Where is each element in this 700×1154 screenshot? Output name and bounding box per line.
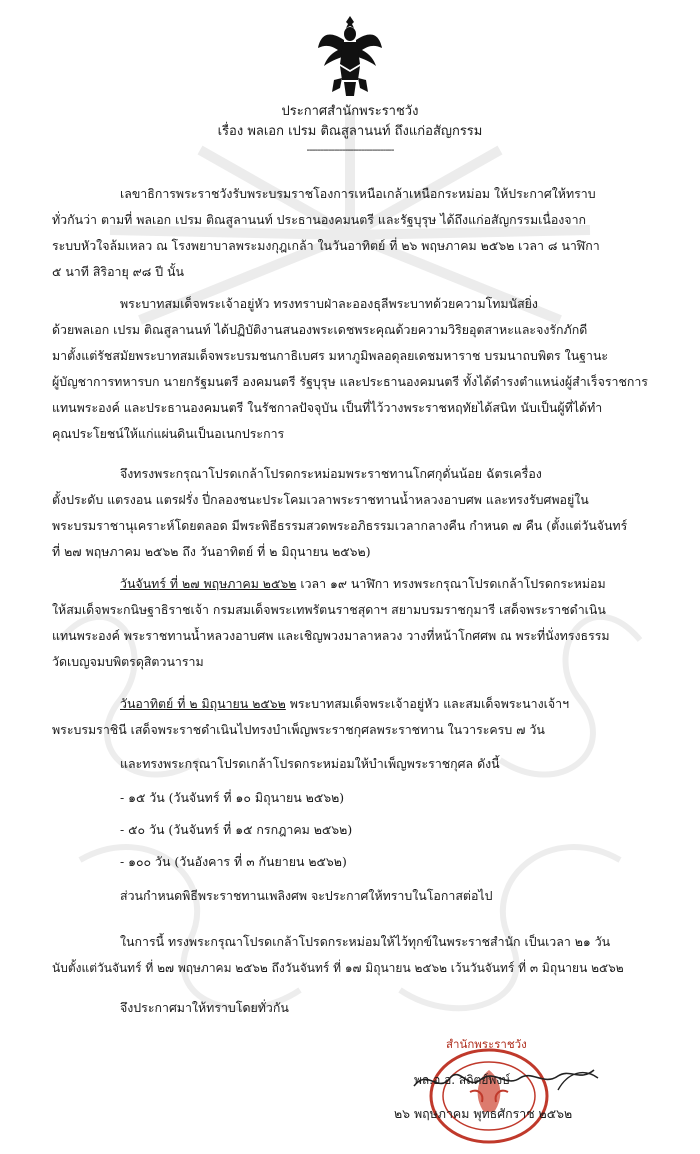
agency-title: ประกาศสำนักพระราชวัง xyxy=(281,104,419,119)
body-line-text: พระบาทสมเด็จพระเจ้าอยู่หัว และสมเด็จพระนางเจ้าฯ xyxy=(285,696,570,711)
body-line: นับตั้งแต่วันจันทร์ ที่ ๒๗ พฤษภาคม ๒๕๖๒ ถึงวันจันทร์ ที่ ๑๗ มิถุนายน ๒๕๖๒ เว้นวันจันทร์ ที่ ๓ มิถุนายน ๒๕๖๒ xyxy=(52,961,624,975)
divider: -------------------------------- xyxy=(306,143,394,156)
body-line: และทรงพระกรุณาโปรดเกล้าโปรดกระหม่อมให้บำเพ็ญพระราชกุศล ดังนี้ xyxy=(120,756,500,771)
body-line: ตั้งประดับ แตรงอน แตรฝรั่ง ปี่กลองชนะประโคมเวลาพระราชทานน้ำหลวงอาบศพ และทรงรับศพอยู่ใน xyxy=(52,492,589,507)
body-line: ในการนี้ ทรงพระกรุณาโปรดเกล้าโปรดกระหม่อมให้ไว้ทุกข์ในพระราชสำนัก เป็นเวลา ๒๑ วัน xyxy=(120,934,611,949)
subject-line: เรื่อง พลเอก เปรม ติณสูลานนท์ ถึงแก่อสัญกรรม xyxy=(217,124,483,139)
closing-line: จึงประกาศมาให้ทราบโดยทั่วกัน xyxy=(120,1000,289,1015)
body-line: ด้วยพลเอก เปรม ติณสูลานนท์ ได้ปฏิบัติงานสนองพระเดชพระคุณด้วยความวิริยอุตสาหะและจงรักภักดี xyxy=(52,322,588,337)
body-line: วัดเบญจมบพิตรดุสิตวนาราม xyxy=(52,654,204,669)
issue-date: ๒๖ พฤษภาคม พุทธศักราช ๒๕๖๒ xyxy=(394,1106,573,1121)
body-line: ผู้บัญชาการทหารบก นายกรัฐมนตรี องคมนตรี รัฐบุรุษ และประธานองคมนตรี ทั้งได้ดำรงตำแหน่งผู้สำเร็จราชการ xyxy=(52,374,648,389)
body-line: เลขาธิการพระราชวังรับพระบรมราชโองการเหนือเกล้าเหนือกระหม่อม ให้ประกาศให้ทราบ xyxy=(120,186,596,201)
list-item: - ๑๕ วัน (วันจันทร์ ที่ ๑๐ มิถุนายน ๒๕๖๒) xyxy=(120,790,345,805)
seal-label: สำนักพระราชวัง xyxy=(446,1037,527,1051)
date-heading-2: วันอาทิตย์ ที่ ๒ มิถุนายน ๒๕๖๒ xyxy=(120,696,286,711)
body-line: พระบาทสมเด็จพระเจ้าอยู่หัว ทรงทราบฝ่าละอองธุลีพระบาทด้วยความโทมนัสยิ่ง xyxy=(120,296,538,311)
body-line: ๕ นาที สิริอายุ ๙๘ ปี นั้น xyxy=(52,264,184,279)
body-line: แทนพระองค์ และประธานองคมนตรี ในรัชกาลปัจจุบัน เป็นที่ไว้วางพระราชหฤทัยได้สนิท นับเป็นผู้ที่ได้ทำ xyxy=(52,400,603,415)
body-line: มาตั้งแต่รัชสมัยพระบาทสมเด็จพระบรมชนกาธิเบศร มหาภูมิพลอดุลยเดชมหาราช บรมนาถบพิตร ในฐานะ xyxy=(52,348,609,363)
signer-name: พล.อ.อ. สถิตย์พงษ์ xyxy=(414,1073,511,1087)
body-line: พระบรมราชานุเคราะห์โดยตลอด มีพระพิธีธรรมสวดพระอภิธรรมเวลากลางคืน กำหนด ๗ คืน (ตั้งแต่วันจันทร์ xyxy=(52,518,628,533)
body-line: แทนพระองค์ พระราชทานน้ำหลวงอาบศพ และเชิญพวงมาลาหลวง วางที่หน้าโกศศพ ณ พระที่นั่งทรงธรรม xyxy=(52,628,610,643)
body-line xyxy=(120,696,569,712)
body-line: ที่ ๒๗ พฤษภาคม ๒๕๖๒ ถึง วันอาทิตย์ ที่ ๒ มิถุนายน ๒๕๖๒) xyxy=(52,544,371,559)
body-line: จึงทรงพระกรุณาโปรดเกล้าโปรดกระหม่อมพระราชทานโกศกุดั่นน้อย ฉัตรเครื่อง xyxy=(120,466,542,481)
body-line-text: เวลา ๑๙ นาฬิกา ทรงพระกรุณาโปรดเกล้าโปรดกระหม่อม xyxy=(296,576,606,591)
body-line: ส่วนกำหนดพิธีพระราชทานเพลิงศพ จะประกาศให้ทราบในโอกาสต่อไป xyxy=(120,888,493,903)
body-line: ให้สมเด็จพระกนิษฐาธิราชเจ้า กรมสมเด็จพระเทพรัตนราชสุดาฯ สยามบรมราชกุมารี เสด็จพระราชดำเนิน xyxy=(52,602,606,617)
list-item: - ๕๐ วัน (วันจันทร์ ที่ ๑๕ กรกฎาคม ๒๕๖๒) xyxy=(120,822,353,837)
date-heading-1: วันจันทร์ ที่ ๒๗ พฤษภาคม ๒๕๖๒ xyxy=(120,576,297,591)
body-line: คุณประโยชน์ให้แก่แผ่นดินเป็นอเนกประการ xyxy=(52,426,285,441)
body-line: ทั่วกันว่า ตามที่ พลเอก เปรม ติณสูลานนท์ ประธานองคมนตรี และรัฐบุรุษ ได้ถึงแก่อสัญกรรมเนื่องจาก xyxy=(52,212,587,227)
list-item: - ๑๐๐ วัน (วันอังคาร ที่ ๓ กันยายน ๒๕๖๒) xyxy=(120,854,347,869)
body-line: ระบบหัวใจล้มเหลว ณ โรงพยาบาลพระมงกุฎเกล้า ในวันอาทิตย์ ที่ ๒๖ พฤษภาคม ๒๕๖๒ เวลา ๘ นาฬิกา xyxy=(52,238,600,253)
garuda-emblem-icon xyxy=(318,14,382,100)
body-line xyxy=(120,576,606,592)
body-line: พระบรมราชินี เสด็จพระราชดำเนินไปทรงบำเพ็ญพระราชกุศลพระราชทาน ในวาระครบ ๗ วัน xyxy=(52,722,545,737)
